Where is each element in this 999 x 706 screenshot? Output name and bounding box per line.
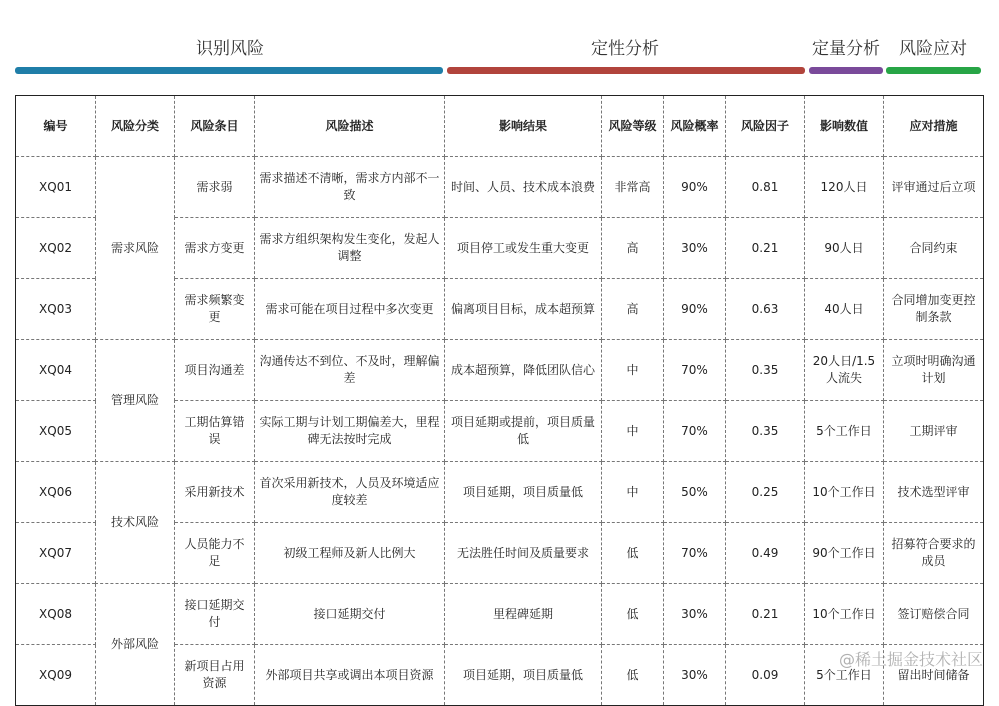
cell-impact-value: 90人日 — [805, 218, 884, 279]
cell-id: XQ09 — [16, 645, 96, 706]
header-impact-value: 影响数值 — [805, 96, 884, 157]
phase-label-response: 风险应对 — [899, 39, 967, 59]
cell-probability: 70% — [664, 401, 726, 462]
header-item: 风险条目 — [175, 96, 255, 157]
cell-level: 高 — [602, 218, 664, 279]
cell-impact-value: 90个工作日 — [805, 523, 884, 584]
cell-impact-value: 20人日/1.5人流失 — [805, 340, 884, 401]
cell-measure: 合同增加变更控制条款 — [884, 279, 984, 340]
phase-bar-qualitative — [447, 67, 805, 74]
cell-measure: 签订赔偿合同 — [884, 584, 984, 645]
cell-probability: 90% — [664, 279, 726, 340]
cell-description: 需求描述不清晰，需求方内部不一致 — [255, 157, 445, 218]
cell-impact-value: 10个工作日 — [805, 584, 884, 645]
cell-impact: 项目停工或发生重大变更 — [445, 218, 602, 279]
cell-item: 人员能力不足 — [175, 523, 255, 584]
header-level: 风险等级 — [602, 96, 664, 157]
cell-probability: 70% — [664, 523, 726, 584]
header-category: 风险分类 — [96, 96, 175, 157]
cell-category: 需求风险 — [96, 157, 175, 340]
cell-measure: 合同约束 — [884, 218, 984, 279]
cell-description: 需求可能在项目过程中多次变更 — [255, 279, 445, 340]
cell-item: 需求方变更 — [175, 218, 255, 279]
cell-description: 外部项目共享或调出本项目资源 — [255, 645, 445, 706]
cell-factor: 0.09 — [726, 645, 805, 706]
cell-item: 需求频繁变更 — [175, 279, 255, 340]
cell-item: 新项目占用资源 — [175, 645, 255, 706]
table-row — [16, 157, 984, 218]
cell-impact: 项目延期，项目质量低 — [445, 462, 602, 523]
table-row — [16, 462, 984, 523]
cell-description: 初级工程师及新人比例大 — [255, 523, 445, 584]
cell-level: 非常高 — [602, 157, 664, 218]
cell-factor: 0.21 — [726, 584, 805, 645]
cell-item: 需求弱 — [175, 157, 255, 218]
risk-table — [15, 95, 984, 706]
cell-measure: 立项时明确沟通计划 — [884, 340, 984, 401]
header-measure: 应对措施 — [884, 96, 984, 157]
cell-impact: 成本超预算，降低团队信心 — [445, 340, 602, 401]
cell-level: 低 — [602, 584, 664, 645]
cell-item: 接口延期交付 — [175, 584, 255, 645]
cell-impact-value: 5个工作日 — [805, 401, 884, 462]
cell-description: 首次采用新技术，人员及环境适应度较差 — [255, 462, 445, 523]
cell-impact: 无法胜任时间及质量要求 — [445, 523, 602, 584]
cell-impact: 偏离项目目标，成本超预算 — [445, 279, 602, 340]
header-description: 风险描述 — [255, 96, 445, 157]
cell-category: 外部风险 — [96, 584, 175, 706]
cell-factor: 0.25 — [726, 462, 805, 523]
cell-factor: 0.81 — [726, 157, 805, 218]
cell-factor: 0.35 — [726, 340, 805, 401]
cell-impact: 时间、人员、技术成本浪费 — [445, 157, 602, 218]
cell-description: 接口延期交付 — [255, 584, 445, 645]
cell-factor: 0.35 — [726, 401, 805, 462]
cell-impact-value: 120人日 — [805, 157, 884, 218]
cell-id: XQ05 — [16, 401, 96, 462]
cell-impact-value: 10个工作日 — [805, 462, 884, 523]
cell-id: XQ02 — [16, 218, 96, 279]
cell-impact: 里程碑延期 — [445, 584, 602, 645]
phase-label-qualitative: 定性分析 — [591, 39, 659, 59]
cell-impact: 项目延期，项目质量低 — [445, 645, 602, 706]
cell-item: 工期估算错误 — [175, 401, 255, 462]
cell-item: 采用新技术 — [175, 462, 255, 523]
phase-bar-identify — [15, 67, 443, 74]
cell-probability: 50% — [664, 462, 726, 523]
phase-bar-response — [886, 67, 981, 74]
cell-factor: 0.49 — [726, 523, 805, 584]
cell-id: XQ04 — [16, 340, 96, 401]
cell-id: XQ06 — [16, 462, 96, 523]
header-factor: 风险因子 — [726, 96, 805, 157]
table-header-row — [16, 96, 984, 157]
cell-level: 高 — [602, 279, 664, 340]
cell-impact-value: 40人日 — [805, 279, 884, 340]
cell-item: 项目沟通差 — [175, 340, 255, 401]
cell-category: 管理风险 — [96, 340, 175, 462]
cell-id: XQ01 — [16, 157, 96, 218]
cell-probability: 30% — [664, 645, 726, 706]
cell-id: XQ08 — [16, 584, 96, 645]
cell-level: 中 — [602, 340, 664, 401]
cell-factor: 0.63 — [726, 279, 805, 340]
cell-impact-value: 5个工作日 — [805, 645, 884, 706]
cell-level: 低 — [602, 645, 664, 706]
cell-probability: 30% — [664, 584, 726, 645]
phase-label-identify: 识别风险 — [196, 39, 264, 59]
header-probability: 风险概率 — [664, 96, 726, 157]
cell-measure: 留出时间储备 — [884, 645, 984, 706]
cell-description: 需求方组织架构发生变化，发起人调整 — [255, 218, 445, 279]
table-row — [16, 340, 984, 401]
header-id: 编号 — [16, 96, 96, 157]
cell-measure: 评审通过后立项 — [884, 157, 984, 218]
watermark: @稀土掘金技术社区 — [838, 650, 983, 669]
cell-measure: 技术选型评审 — [884, 462, 984, 523]
table-row — [16, 584, 984, 645]
cell-description: 沟通传达不到位、不及时，理解偏差 — [255, 340, 445, 401]
cell-measure: 招募符合要求的成员 — [884, 523, 984, 584]
header-impact: 影响结果 — [445, 96, 602, 157]
cell-probability: 90% — [664, 157, 726, 218]
cell-factor: 0.21 — [726, 218, 805, 279]
cell-measure: 工期评审 — [884, 401, 984, 462]
cell-level: 中 — [602, 462, 664, 523]
phase-bar-quantitative — [809, 67, 883, 74]
cell-id: XQ03 — [16, 279, 96, 340]
cell-level: 中 — [602, 401, 664, 462]
cell-probability: 30% — [664, 218, 726, 279]
cell-impact: 项目延期或提前，项目质量低 — [445, 401, 602, 462]
cell-category: 技术风险 — [96, 462, 175, 584]
cell-probability: 70% — [664, 340, 726, 401]
cell-level: 低 — [602, 523, 664, 584]
phase-label-quantitative: 定量分析 — [812, 39, 880, 59]
cell-description: 实际工期与计划工期偏差大，里程碑无法按时完成 — [255, 401, 445, 462]
cell-id: XQ07 — [16, 523, 96, 584]
